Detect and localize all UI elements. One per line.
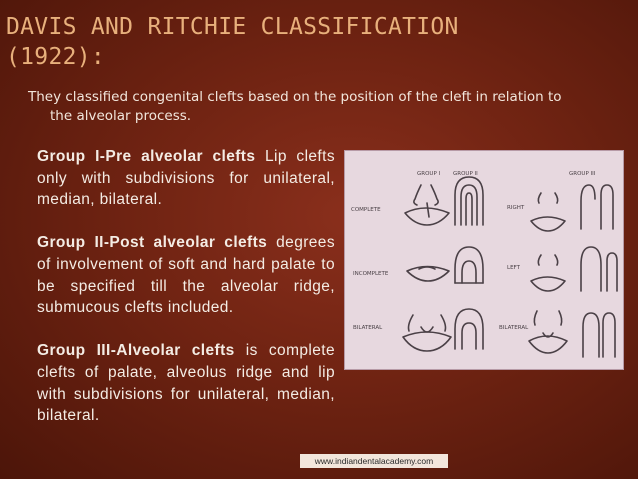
- sketch-group2-complete: [455, 177, 483, 225]
- group-3: [37, 340, 335, 426]
- slide-subtitle: [28, 88, 626, 126]
- label-bilateral: BILATERAL: [353, 325, 383, 331]
- sketch-group2-bilateral: [455, 309, 483, 349]
- label-left: LEFT: [507, 265, 520, 271]
- slide-title: [6, 12, 626, 72]
- slide-title-line1: DAVIS AND RITCHIE CLASSIFICATION: [6, 14, 459, 40]
- group-2-description: degrees of involvement of soft and hard palate to be specified till the alveolar ridge, submucous clefts included.: [37, 234, 335, 317]
- group-2: [37, 232, 335, 318]
- sketch-group1-complete: [405, 185, 449, 225]
- group-1-description: Lip clefts only with subdivisions for unilateral, median, bilateral.: [37, 148, 335, 209]
- group-1: [37, 146, 335, 211]
- label-group-1: GROUP I: [417, 171, 441, 177]
- group-list: [37, 146, 335, 448]
- group-2-name: Group II-Post alveolar clefts: [37, 234, 268, 252]
- sketch-group1-bilateral: [403, 315, 451, 351]
- slide-title-line2: (1922):: [6, 44, 106, 70]
- group-3-description: is complete clefts of palate, alveolus ridge and lip with subdivisions for unilateral, median, bilateral.: [37, 342, 335, 425]
- group-3-name: Group III-Alveolar clefts: [37, 342, 235, 360]
- sketch-group3-right: [531, 185, 613, 231]
- label-group-2: GROUP II: [453, 171, 478, 177]
- sketch-group1-incomplete: [407, 267, 449, 282]
- footer-url[interactable]: www.indiandentalacademy.com: [300, 454, 448, 468]
- subtitle-line1: They classified congenital clefts based on the position of the cleft in relation to: [28, 89, 562, 105]
- cleft-classification-figure: [344, 150, 624, 370]
- sketch-group3-bilateral: [529, 311, 615, 357]
- sketch-group2-incomplete: [455, 247, 483, 283]
- cleft-diagram: [345, 151, 623, 369]
- group-1-name: Group I-Pre alveolar clefts: [37, 148, 256, 165]
- sketch-group3-left: [531, 247, 617, 291]
- label-bilateral-2: BILATERAL: [499, 325, 529, 331]
- label-group-3: GROUP III: [569, 171, 596, 177]
- subtitle-line2: the alveolar process.: [50, 108, 192, 124]
- label-right: RIGHT: [507, 205, 525, 211]
- label-complete: COMPLETE: [351, 207, 381, 213]
- label-incomplete: INCOMPLETE: [353, 271, 389, 277]
